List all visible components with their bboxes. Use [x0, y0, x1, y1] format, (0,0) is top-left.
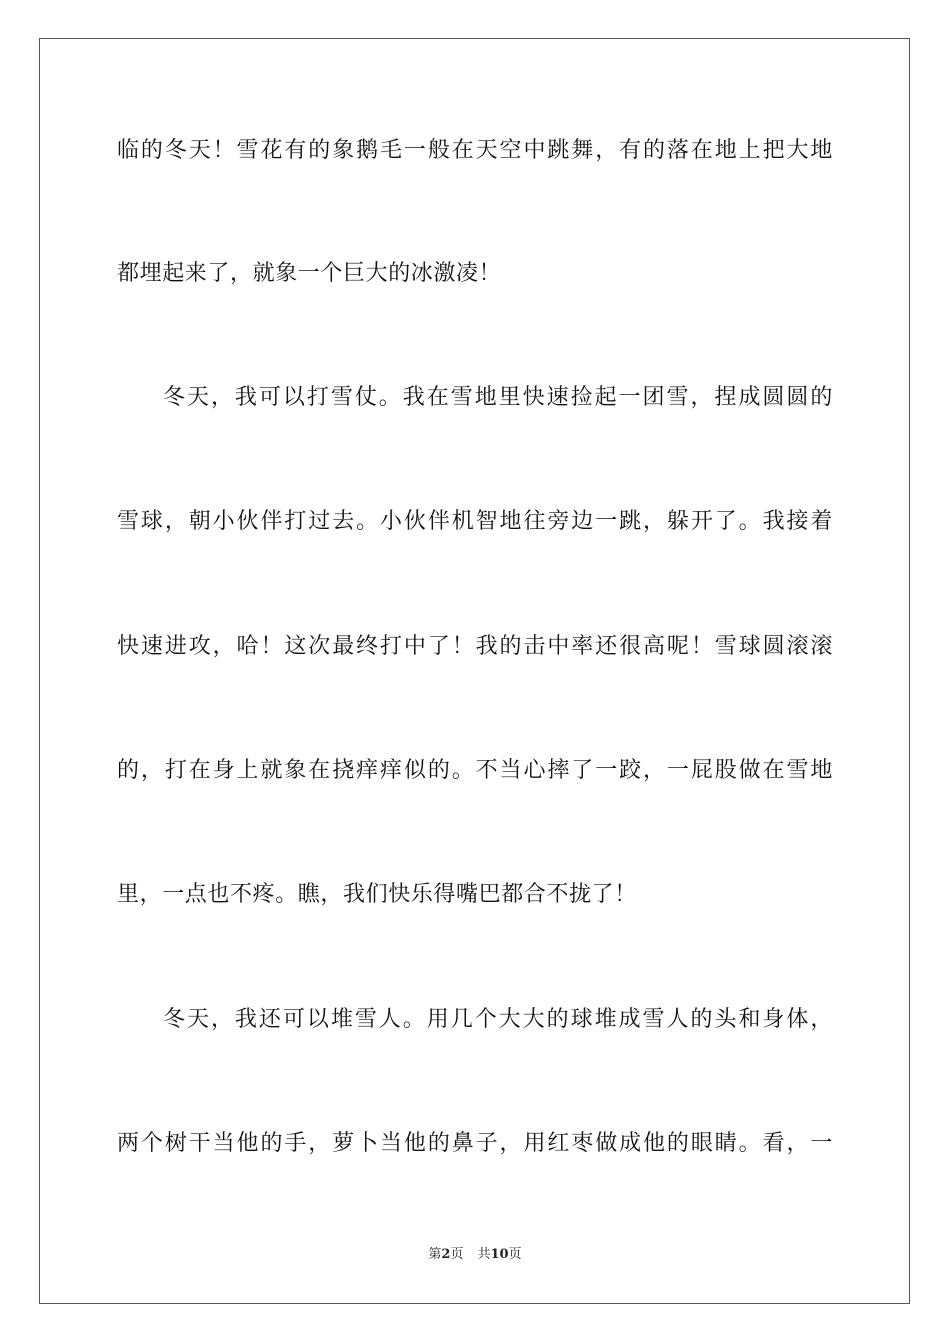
text-line-8: 冬天，我还可以堆雪人。用几个大大的球堆成雪人的头和身体， [163, 1007, 833, 1032]
total-prefix: 共 [477, 1247, 491, 1262]
page-footer [0, 1246, 950, 1264]
text-line-1: 临的冬天！雪花有的象鹅毛一般在天空中跳舞，有的落在地上把大地 [117, 138, 833, 163]
text-line-5: 快速进攻，哈！这次最终打中了！我的击中率还很高呢！雪球圆滚滚 [117, 634, 833, 659]
page-frame [39, 38, 910, 1304]
text-line-3: 冬天，我可以打雪仗。我在雪地里快速捡起一团雪，捏成圆圆的 [163, 385, 833, 410]
total-pages: 10 [490, 1247, 509, 1262]
text-line-7: 里，一点也不疼。瞧，我们快乐得嘴巴都合不拢了！ [117, 882, 637, 907]
text-line-6: 的，打在身上就象在挠痒痒似的。不当心摔了一跤，一屁股做在雪地 [117, 758, 833, 783]
text-line-4: 雪球，朝小伙伴打过去。小伙伴机智地往旁边一跳，躲开了。我接着 [117, 509, 833, 534]
page-suffix: 页 [450, 1247, 464, 1262]
page-prefix: 第 [428, 1247, 442, 1262]
text-line-9: 两个树干当他的手，萝卜当他的鼻子，用红枣做成他的眼睛。看，一 [117, 1131, 833, 1156]
total-suffix: 页 [508, 1247, 522, 1262]
text-line-2: 都埋起来了，就象一个巨大的冰激凌！ [117, 261, 502, 286]
page-number: 2 [441, 1247, 451, 1262]
